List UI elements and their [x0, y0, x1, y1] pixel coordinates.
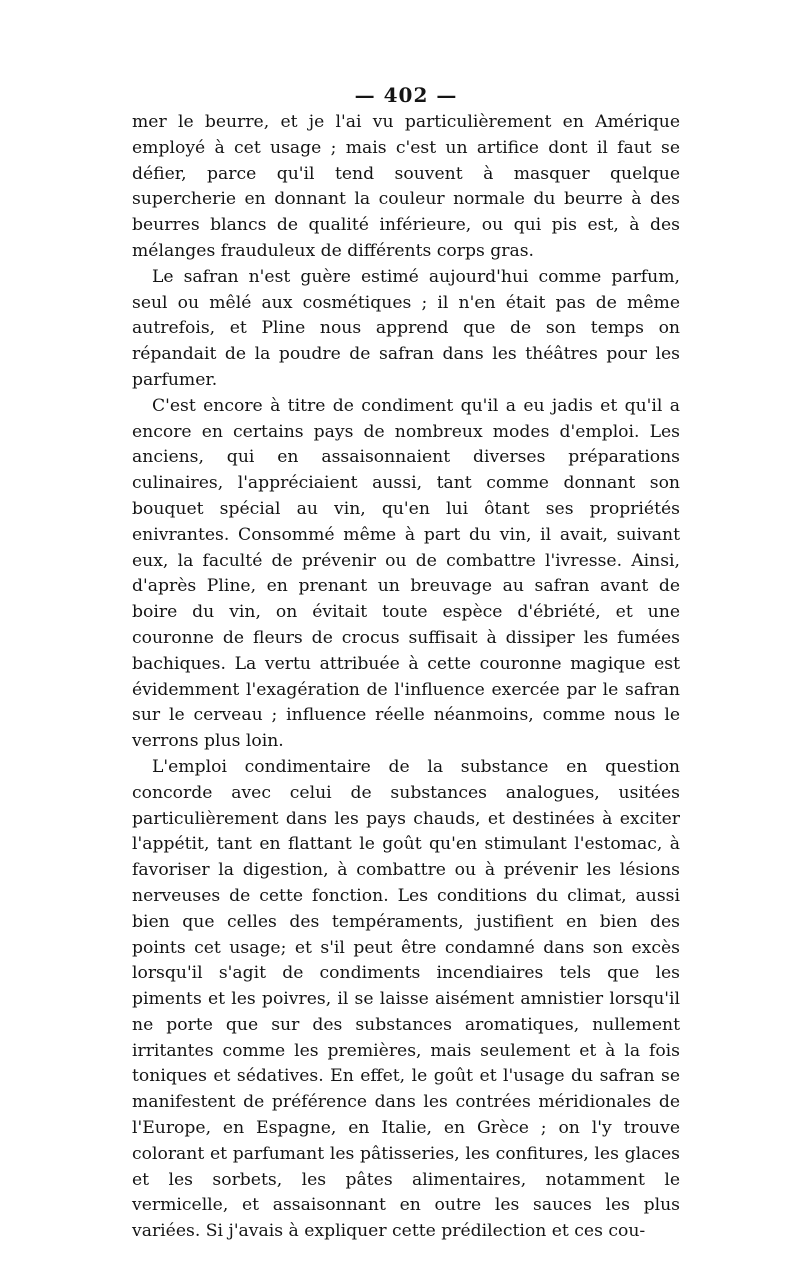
paragraph-3: C'est encore à titre de condiment qu'il a eu jadis et qu'il a encore en certains pays de nombreux modes d'emploi. Les anciens, qui en assaisonnaient diverses préparations culinaires, l'appréciaient aussi, tant comme donnant son bouquet spécial au vin, qu'en lui ôtant ses propriétés enivrantes. Consommé même à part du vin, il avait, suivant eux, la faculté de prévenir ou de combattre l'ivresse. Ainsi, d'après Pline, en prenant un breuvage au safran avant de boire du vin, on évitait toute espèce d'ébriété, et une couronne de fleurs de crocus suffisait à dissiper les fumées bachiques. La vertu attribuée à cette couronne magique est évidemment l'exagération de l'influence exercée par le safran sur le cerveau ; influence réelle néanmoins, comme nous le verrons plus loin. — [132, 395, 680, 752]
book-page — [132, 80, 680, 1245]
paragraph-1: mer le beurre, et je l'ai vu particulièrement en Amérique employé à cet usage ; mais c'est un artifice dont il faut se défier, parce qu'il tend souvent à masquer quelque supercherie en donnant la couleur normale du beurre à des beurres blancs de qualité inférieure, ou qui pis est, à des mélanges frauduleux de différents corps gras. — [132, 112, 680, 261]
paragraph-4: L'emploi condimentaire de la substance en question concorde avec celui de substances analogues, usitées particulièrement dans les pays chauds, et destinées à exciter l'appétit, tant en flattant le goût qu'en stimulant l'estomac, à favoriser la digestion, à combattre ou à prévenir les lésions nerveuses de cette fonction. Les conditions du climat, aussi bien que celles des tempéraments, justifient en bien des points cet usage; et s'il peut être condamné dans son excès lorsqu'il s'agit de condiments incendiaires tels que les piments et les poivres, il se laisse aisément amnistier lorsqu'il ne porte que sur des substances aromatiques, nullement irritantes comme les premières, mais seulement et à la fois toniques et sédatives. En effet, le goût et l'usage du safran se manifestent de préférence dans les contrées méridionales de l'Europe, en Espagne, en Italie, en Grèce ; on l'y trouve colorant et parfumant les pâtisseries, les confitures, les glaces et les sorbets, les pâtes alimentaires, notamment le vermicelle, et assaisonnant en outre les sauces les plus variées. Si j'avais à expliquer cette prédilection et ces cou- — [132, 756, 680, 1242]
paragraph-2: Le safran n'est guère estimé aujourd'hui comme parfum, seul ou mêlé aux cosmétiques ; il n'en était pas de même autrefois, et Pline nous apprend que de son temps on répandait de la poudre de safran dans les théâtres pour les parfumer. — [132, 266, 680, 390]
page-number: — 402 — — [354, 83, 458, 107]
